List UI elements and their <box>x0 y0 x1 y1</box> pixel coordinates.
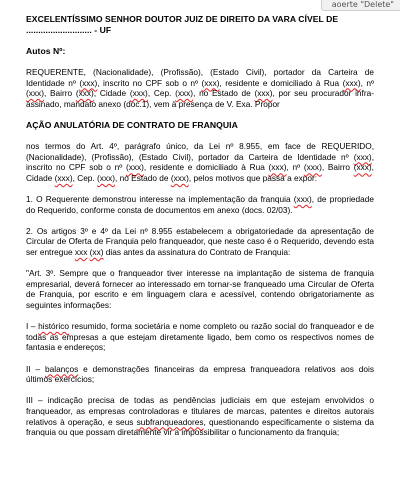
misspelled-word: (xxx) <box>303 162 322 173</box>
text-run: , inscrito no CPF sob o nº <box>26 151 374 173</box>
misspelled-word: (xxx) <box>268 162 287 173</box>
court-address-line2: ........................... - UF <box>26 24 112 35</box>
tooltip: aoerte "Delete" <box>321 0 400 11</box>
misspelled-word: xxx <box>74 247 88 258</box>
text-run: , residente e domiciliado à Rua <box>219 77 343 88</box>
misspelled-word: subfranqueadores <box>136 416 204 427</box>
misspelled-word: (xxx) <box>79 77 98 88</box>
text-run: e demonstrações financeiras da empresa franqueadora relativos aos dois últimos exercícios; <box>26 363 374 385</box>
misspelled-word: (xxx) <box>125 162 144 173</box>
court-address-line1: EXCELENTÍSSIMO SENHOR DOUTOR JUIZ DE DIREITO DA VARA CÍVEL DE <box>26 14 339 24</box>
misspelled-word: (xxx) <box>293 194 312 205</box>
misspelled-word: (xxx) <box>170 172 189 183</box>
text-run: , questionando especificamente o sistema da franquia ou que possam diretamente vir a impossibilitar o funcionamento da franquia; <box>26 416 374 438</box>
text-run: I – <box>26 321 39 332</box>
misspelled-word: (xxx) <box>342 77 361 88</box>
clause-ii-paragraph <box>26 364 374 385</box>
text-run: , no Estado de <box>115 172 171 183</box>
document-page <box>26 14 374 448</box>
misspelled-word: (xxx) <box>175 88 194 99</box>
text-run: resumido, forma societária e nome completo ou razão social do franqueador e de todas as empresas a que estejam diretamente ligado, bem como os respectivos nomes de fantasia e endereços; <box>26 321 374 353</box>
misspelled-word: balanços <box>45 363 79 374</box>
text-run: , de propriedade do Requerido, conforme consta de documentos em anexo (docs. 02/03). <box>26 194 374 215</box>
defendant-paragraph <box>26 141 374 183</box>
text-run: dias antes da assinatura do Contrato de Franquia: <box>103 247 291 258</box>
text-run: 2. Os artigos 3º e 4º da Lei nº 8.955 estabelecem a obrigatoriedade da apresentação de Circular de Oferta de Franquia pelo franqueador, que neste caso é o Requerido, devendo esta ser entregue <box>26 225 374 258</box>
misspelled-word: (xxx) <box>353 151 372 162</box>
case-number-label: Autos Nº: <box>26 45 66 56</box>
misspelled-word: (xxx) <box>75 88 94 99</box>
text-run: , residente e domiciliado à Rua <box>143 162 269 173</box>
text-run: , Cep. <box>72 172 98 183</box>
text-run: , Cidade <box>93 88 130 99</box>
misspelled-word: (xxx) <box>129 88 148 99</box>
text-run: , inscrito no CPF sob o nº <box>97 77 202 88</box>
clause-iii-paragraph <box>26 395 374 437</box>
court-address <box>26 14 374 35</box>
text-run: nos termos do Art. 4º, parágrafo único, da Lei nº 8.955, em face de REQUERIDO, (Nacionalidade), (Profissão), (Estado Civil), portador da Carteira de Identidade nº <box>26 141 374 162</box>
text-run: , Cep. <box>147 88 176 99</box>
text-run: , nº <box>360 77 374 88</box>
item-1-paragraph <box>26 194 374 215</box>
misspelled-word: (xxx) <box>201 77 220 88</box>
action-title: AÇÃO ANULATÓRIA DE CONTRATO DE FRANQUIA <box>26 119 238 130</box>
item-2-paragraph <box>26 226 374 258</box>
text-run: , Bairro <box>321 162 354 173</box>
text-run: , no Estado de <box>193 88 255 99</box>
misspelled-word: (xx) <box>89 247 104 258</box>
text-run: REQUERENTE, (Nacionalidade), (Profissão), (Estado Civil), portador da Carteira de Identidade nº <box>26 66 374 88</box>
clause-i-paragraph <box>26 321 374 353</box>
text-run: II – <box>26 363 45 374</box>
law-quote-paragraph: "Art. 3º. Sempre que o franqueador tiver interesse na implantação de sistema de franquia empresarial, deverá fornecer ao interessado em tornar-se franqueado uma Circular de Oferta de Franquia, por escrito e em linguagem clara e acessível, contendo obrigatoriamente as seguintes informações: <box>26 268 374 311</box>
plaintiff-paragraph <box>26 67 374 109</box>
misspelled-word: histórico <box>38 321 70 332</box>
text-run: , nº <box>286 162 304 173</box>
text-run: , Bairro <box>43 88 76 99</box>
misspelled-word: (xxx) <box>254 88 273 99</box>
text-run: , por seu procurador infra-assinado, mandato anexo (doc.1), vem à presença de V. Exa. Propor <box>26 88 374 109</box>
misspelled-word: (xxx) <box>26 88 44 99</box>
text-run: , pelos motivos que passa a expor: <box>188 172 318 183</box>
misspelled-word: (xxx) <box>97 172 116 183</box>
text-run: III – indicação precisa de todas as pendências judiciais em que estejam envolvidos o franqueador, as empresas controladoras e titulares de marcas, patentes e direitos autorais relativos à operação, e seus <box>26 395 374 427</box>
text-run: 1. O Requerente demonstrou interesse na implementação da franquia <box>26 194 294 205</box>
misspelled-word: (xxx) <box>54 172 73 183</box>
misspelled-word: (xxx) <box>353 162 372 173</box>
text-run: , Cidade <box>26 162 374 183</box>
